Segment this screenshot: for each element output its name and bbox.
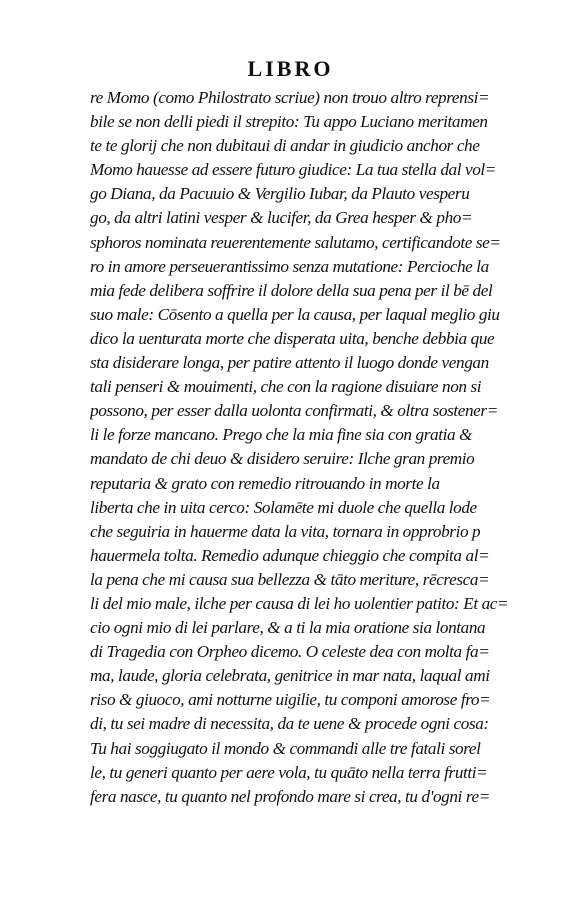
text-line: ma, laude, gloria celebrata, genitrice in mar nata, laqual ami [90, 666, 490, 686]
text-line: che seguiria in hauerme data la vita, tornara in opprobrio p [90, 521, 481, 541]
text-line: go Diana, da Pacuuio & Vergilio Iubar, da Plauto vesperu [90, 184, 470, 204]
text-line: li del mio male, ilche per causa di lei ho uolentier patito: Et ac= [90, 593, 509, 613]
text-line: liberta che in uita cerco: Solamēte mi duole che quella lode [90, 497, 477, 517]
text-line: reputaria & grato con remedio ritrouando in morte la [90, 473, 440, 493]
text-line: li le forze mancano. Prego che la mia fine sia con gratia & [90, 425, 473, 445]
text-line: Momo hauesse ad essere futuro giudice: La tua stella dal vol= [90, 160, 497, 180]
running-head: LIBRO [247, 56, 334, 81]
text-line: di Tragedia con Orpheo dicemo. O celeste dea con molta fa= [90, 642, 490, 662]
text-line: tali penseri & mouimenti, che con la ragione disuiare non si [90, 377, 482, 397]
text-line: Tu hai soggiugato il mondo & commandi alle tre fatali sorel [90, 738, 481, 758]
text-line: sphoros nominata reuerentemente salutamo, certificandote se= [90, 232, 501, 252]
text-line: go, da altri latini vesper & lucifer, da Grea hesper & pho= [90, 208, 473, 228]
text-line: dico la uenturata morte che disperata uita, benche debbia que [90, 328, 495, 348]
text-line: ro in amore perseuerantissimo senza mutatione: Percioche la [90, 256, 489, 276]
text-line: le, tu generi quanto per aere vola, tu quāto nella terra frutti= [90, 762, 488, 782]
text-line: mandato de chi deuo & disidero seruire: Ilche gran premio [90, 449, 475, 469]
text-line: mia fede delibera soffrire il dolore della sua pena per il bē del [90, 280, 493, 300]
text-line: la pena che mi causa sua bellezza & tāto meriture, rēcresca= [90, 569, 490, 589]
body-text [90, 86, 510, 809]
text-line: hauermela tolta. Remedio adunque chieggio che compita al= [90, 545, 490, 565]
text-line: fera nasce, tu quanto nel profondo mare si crea, tu d'ogni re= [90, 786, 490, 806]
text-line: cio ogni mio di lei parlare, & a ti la mia oratione sia lontana [90, 618, 486, 638]
text-line: sta disiderare longa, per patire attento il luogo donde vengan [90, 353, 489, 373]
text-line: di, tu sei madre di necessita, da te uene & procede ogni cosa: [90, 714, 489, 734]
text-line: te te glorij che non dubitaui di andar in giudicio anchor che [90, 136, 480, 156]
text-line: bile se non delli piedi il strepito: Tu appo Luciano meritamen [90, 112, 488, 132]
text-line: suo male: Cōsento a quella per la causa, per laqual meglio giu [90, 304, 500, 324]
text-line: riso & giuoco, ami notturne uigilie, tu componi amorose fro= [90, 690, 491, 710]
text-line: re Momo (como Philostrato scriue) non trouo altro reprensi= [90, 88, 490, 107]
text-line: possono, per esser dalla uolonta confirmati, & oltra sostener= [90, 401, 498, 421]
